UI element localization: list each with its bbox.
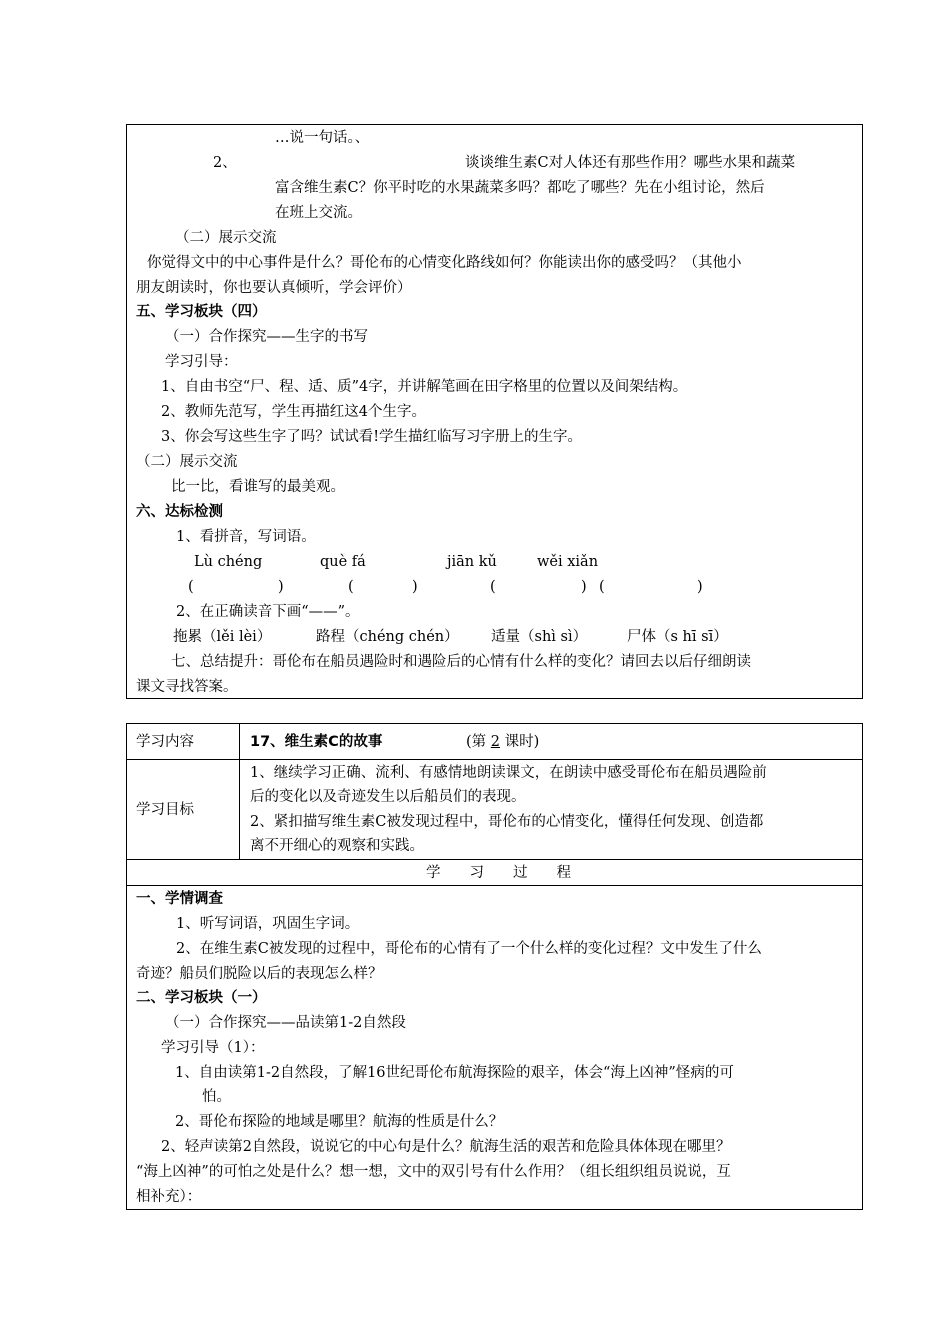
row-divider — [126, 759, 863, 760]
section-title-2: 二、学习板块（一） — [136, 990, 267, 1006]
lesson-num: 2 — [490, 734, 501, 750]
pinyin-2: què fá — [320, 554, 366, 570]
list-item: 1、自由读第1-2自然段，了解16世纪哥伦布航海探险的艰辛，体会“海上凶神”怪病的可 — [175, 1065, 734, 1081]
list-item: 3、你会写这些生字了吗？试试看!学生描红临写习字册上的生字。 — [161, 429, 583, 445]
goal-line: 离不开细心的观察和实践。 — [250, 838, 424, 854]
list-item: 2、在维生素C被发现的过程中，哥伦布的心情有了一个什么样的变化过程？文中发生了什么 — [176, 941, 762, 957]
summary-line: 七、总结提升：哥伦布在船员遇险时和遇险后的心情有什么样的变化？请回去以后仔细朗读 — [171, 654, 751, 670]
text-line: “海上凶神”的可怕之处是什么？想一想，文中的双引号有什么作用？（组长组织组员说说，互 — [136, 1164, 731, 1180]
list-item: 2、轻声读第2自然段，说说它的中心句是什么？航海生活的艰苦和危险具体体现在哪里？ — [161, 1139, 731, 1155]
goal-line: 2、紧扣描写维生素C被发现过程中，哥伦布的心情变化，懂得任何发现、创造都 — [250, 814, 764, 830]
subsection-heading: （二）展示交流 — [175, 230, 277, 246]
list-item: 2、在正确读音下画“——”。 — [176, 604, 360, 620]
text-line: 朋友朗读时，你也要认真倾听，学会评价） — [136, 280, 412, 296]
text-line: 学习引导（1）： — [161, 1040, 265, 1056]
lesson-suffix: 课时) — [504, 734, 540, 750]
text-line: 学习引导： — [165, 354, 238, 370]
label-learning-goals: 学习目标 — [136, 802, 194, 818]
pinyin-1: Lù chéng — [194, 554, 263, 570]
row-divider — [126, 859, 863, 860]
text-line: …说一句话。、 — [275, 130, 370, 146]
subsection-heading: （一）合作探究——品读第1-2自然段 — [165, 1015, 406, 1031]
goal-line: 后的变化以及奇迹发生以后船员们的表现。 — [250, 789, 526, 805]
lesson-title: 17、维生素C的故事 — [250, 734, 383, 750]
pinyin-3: jiān kǔ — [447, 554, 497, 570]
label-column-divider — [239, 723, 240, 859]
answer-paren-open: ( — [348, 579, 354, 595]
section-title-1: 一、学情调查 — [136, 891, 223, 907]
answer-paren-close: ) — [278, 579, 284, 595]
answer-paren-close: ) — [412, 579, 418, 595]
choice-1: 拖累（lěi lèi） — [173, 629, 272, 645]
answer-paren-open: ( — [188, 579, 194, 595]
subsection-heading: （二）展示交流 — [136, 454, 238, 470]
subsection-heading: （一）合作探究——生字的书写 — [165, 329, 368, 345]
text-line: 怕。 — [202, 1089, 231, 1105]
summary-line: 课文寻找答案。 — [136, 679, 238, 695]
section-title-5: 五、学习板块（四） — [136, 304, 267, 320]
list-item: 2、教师先范写，学生再描红这4个生字。 — [161, 404, 426, 420]
list-item: 2、哥伦布探险的地域是哪里？航海的性质是什么？ — [175, 1114, 504, 1130]
choice-3: 适量（shì sì） — [491, 629, 588, 645]
answer-paren-open: ( — [490, 579, 496, 595]
choice-2: 路程（chéng chén） — [316, 629, 459, 645]
text-line: 你觉得文中的中心事件是什么？哥伦布的心情变化路线如何？你能读出你的感受吗？（其他小 — [147, 255, 742, 271]
text-line: 相补充）： — [136, 1189, 202, 1205]
lesson-number — [466, 732, 539, 752]
row-divider — [126, 885, 863, 886]
list-item: 1、听写词语，巩固生字词。 — [176, 916, 360, 932]
list-item: 1、看拼音，写词语。 — [176, 529, 316, 545]
lesson-prefix: (第 — [466, 734, 487, 750]
pinyin-4: wěi xiǎn — [537, 554, 599, 570]
text-line: 比一比，看谁写的最美观。 — [171, 479, 345, 495]
text-line: 奇迹？船员们脱险以后的表现怎么样？ — [136, 966, 383, 982]
text-line: 谈谈维生素C对人体还有那些作用？哪些水果和蔬菜 — [465, 155, 796, 171]
section-title-6: 六、达标检测 — [136, 504, 223, 520]
answer-paren-close: ) — [697, 579, 703, 595]
choice-4: 尸体（s hī sī） — [627, 629, 728, 645]
list-item: 1、自由书空“尸、程、适、质”4字，并讲解笔画在田字格里的位置以及间架结构。 — [161, 379, 688, 395]
text-line: 富含维生素C？你平时吃的水果蔬菜多吗？都吃了哪些？先在小组讨论，然后 — [275, 180, 765, 196]
goal-line: 1、继续学习正确、流利、有感情地朗读课文，在朗读中感受哥伦布在船员遇险前 — [250, 765, 767, 781]
label-learning-content: 学习内容 — [136, 734, 194, 750]
process-header: 学 习 过 程 — [426, 865, 571, 881]
answer-paren-close: ) — [581, 579, 587, 595]
answer-paren-open: ( — [599, 579, 605, 595]
list-number: 2、 — [213, 155, 237, 171]
text-line: 在班上交流。 — [275, 205, 362, 221]
